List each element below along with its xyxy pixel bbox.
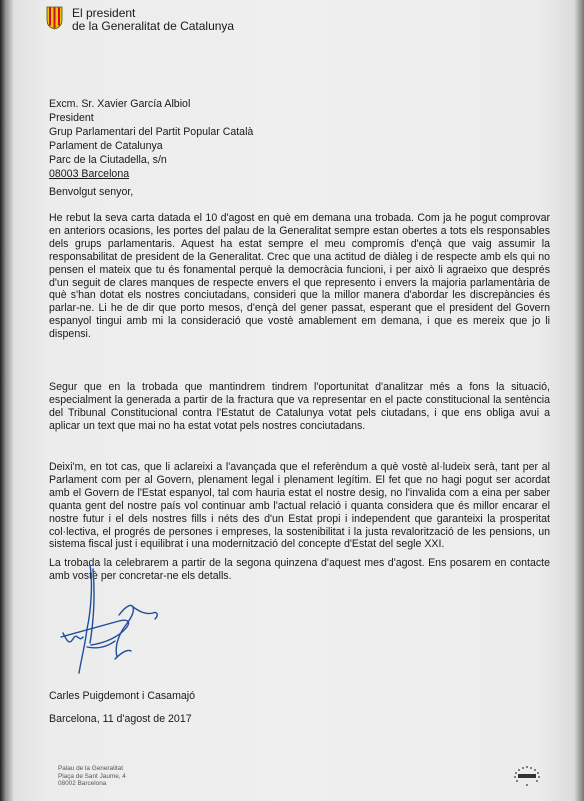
recipient-street: Parc de la Ciutadella, s/n [49,154,167,166]
greeting: Benvolgut senyor, [49,186,134,198]
header-subtitle: de la Generalitat de Catalunya [72,19,235,33]
recipient-title: President [49,112,94,124]
handwritten-signature [57,563,167,683]
recipient-address [49,97,253,181]
paragraph-4: La trobada la celebrarem a partir de la segona quinzena d'aquest mes d'agost. Ens posarem en contacte amb vostè per concretar-ne els detalls. [49,557,550,582]
footer-address [58,765,126,788]
paragraph-2: Segur que en la trobada que mantindrem tindrem l'oportunitat d'analitzar més a fons la situació, especialment la generada a partir de la fractura que va representar en el pacte constitucional la sentència del Tribunal Constitucional contra l'Estatut de Catalunya votat pels ciutadans, i que ens obliga avui a aplicar un text que mai no ha estat votat pels nostres conciutadans. [49,381,550,432]
paragraph-1: He rebut la seva carta datada el 10 d'agost en què em demana una trobada. Com ja he pogut comprovar en anteriors ocasions, les portes del palau de la Generalitat sempre estan obertes a tots els responsables dels grups parlamentaris. Aquest ha estat sempre el meu compromís d'ençà que vaig assumir la responsabilitat de president de la Generalitat. Crec que una actitud de diàleg i de respecte amb els qui no pensen el mateix que tu és fonamental perquè la democràcia funcioni, i per això li agraeixo que després d'un seguit de clares manques de respecte envers el que represento i envers la majoria parlamentària de què s'han dotat els nostres conciutadans, consideri que la millor manera d'abordar les discrepàncies és parlar-ne. Li he de dir que porto mesos, d'ençà del gener passat, esperant que el president del Govern espanyol tingui amb mi la consideració que vostè amablement em demana, i que es mereix que jo li dispensi. [49,212,550,341]
paragraph-3: Deixi'm, en tot cas, que li aclareixi a l'avançada que el referèndum a què vostè al·ludeix serà, tant per al Parlament com per al Govern, plenament legal i plenament legítim. El fet que no hagi pogut ser acordat amb el Govern de l'Estat espanyol, tal com hauria estat el nostre desig, no l'invalida com a eina per saber quanta gent del nostre país vol continuar amb l'actual relació i quanta considera que és millor encarar el nostre futur i el dels nostres fills i néts des d'un Estat propi i independent que garanteixi la prosperitat col·lectiva, el progrés de persones i empreses, la sostenibilitat i la justa revalorització de les pensions, un sistema fiscal just i equilibrat i una modernització del concepte d'Estat del segle XXI. [49,461,550,551]
recipient-name: Excm. Sr. Xavier García Albiol [49,98,191,110]
recipient-institution: Parlament de Catalunya [49,140,163,152]
signer-name: Carles Puigdemont i Casamajó [49,690,196,702]
place-date: Barcelona, 11 d'agost de 2017 [49,713,192,725]
recipient-city: 08003 Barcelona [49,168,130,180]
header-title: El president [72,6,136,20]
footer-line-3: 08002 Barcelona [58,780,107,787]
recipient-group: Grup Parlamentari del Partit Popular Català [49,126,254,138]
generalitat-seal-icon [46,6,63,30]
paper-certification-stamp-icon [510,765,544,787]
footer-line-1: Palau de la Generalitat [58,765,124,772]
footer-line-2: Plaça de Sant Jaume, 4 [58,772,126,780]
